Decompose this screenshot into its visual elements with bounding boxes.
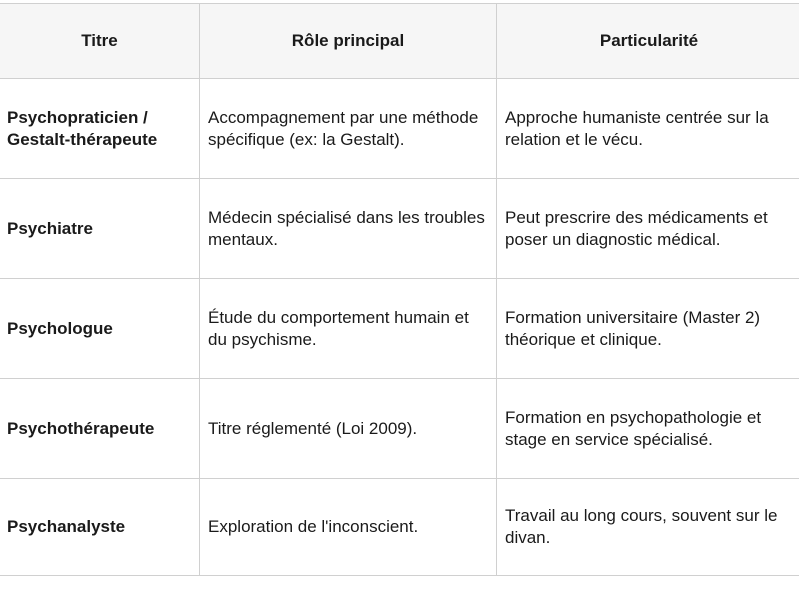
row-title: Psychopraticien / Gestalt-thérapeute (0, 79, 200, 179)
row-feature: Formation universitaire (Master 2) théorique et clinique. (497, 279, 799, 379)
table-row (0, 379, 799, 479)
row-feature: Approche humaniste centrée sur la relation et le vécu. (497, 79, 799, 179)
table-row (0, 279, 799, 379)
header-titre: Titre (0, 4, 200, 79)
header-particularite: Particularité (497, 4, 799, 79)
row-title: Psychologue (0, 279, 200, 379)
row-role: Médecin spécialisé dans les troubles mentaux. (200, 179, 497, 279)
header-role-principal: Rôle principal (200, 4, 497, 79)
row-feature: Peut prescrire des médicaments et poser un diagnostic médical. (497, 179, 799, 279)
row-title: Psychanalyste (0, 479, 200, 576)
row-title: Psychiatre (0, 179, 200, 279)
row-role: Titre réglementé (Loi 2009). (200, 379, 497, 479)
table-row (0, 479, 799, 576)
row-feature: Formation en psychopathologie et stage en service spécialisé. (497, 379, 799, 479)
row-feature: Travail au long cours, souvent sur le divan. (497, 479, 799, 576)
row-role: Accompagnement par une méthode spécifique (ex: la Gestalt). (200, 79, 497, 179)
row-title: Psychothérapeute (0, 379, 200, 479)
table-row (0, 79, 799, 179)
row-role: Étude du comportement humain et du psychisme. (200, 279, 497, 379)
table-header-row (0, 4, 799, 79)
comparison-table (0, 3, 799, 576)
row-role: Exploration de l'inconscient. (200, 479, 497, 576)
table-row (0, 179, 799, 279)
